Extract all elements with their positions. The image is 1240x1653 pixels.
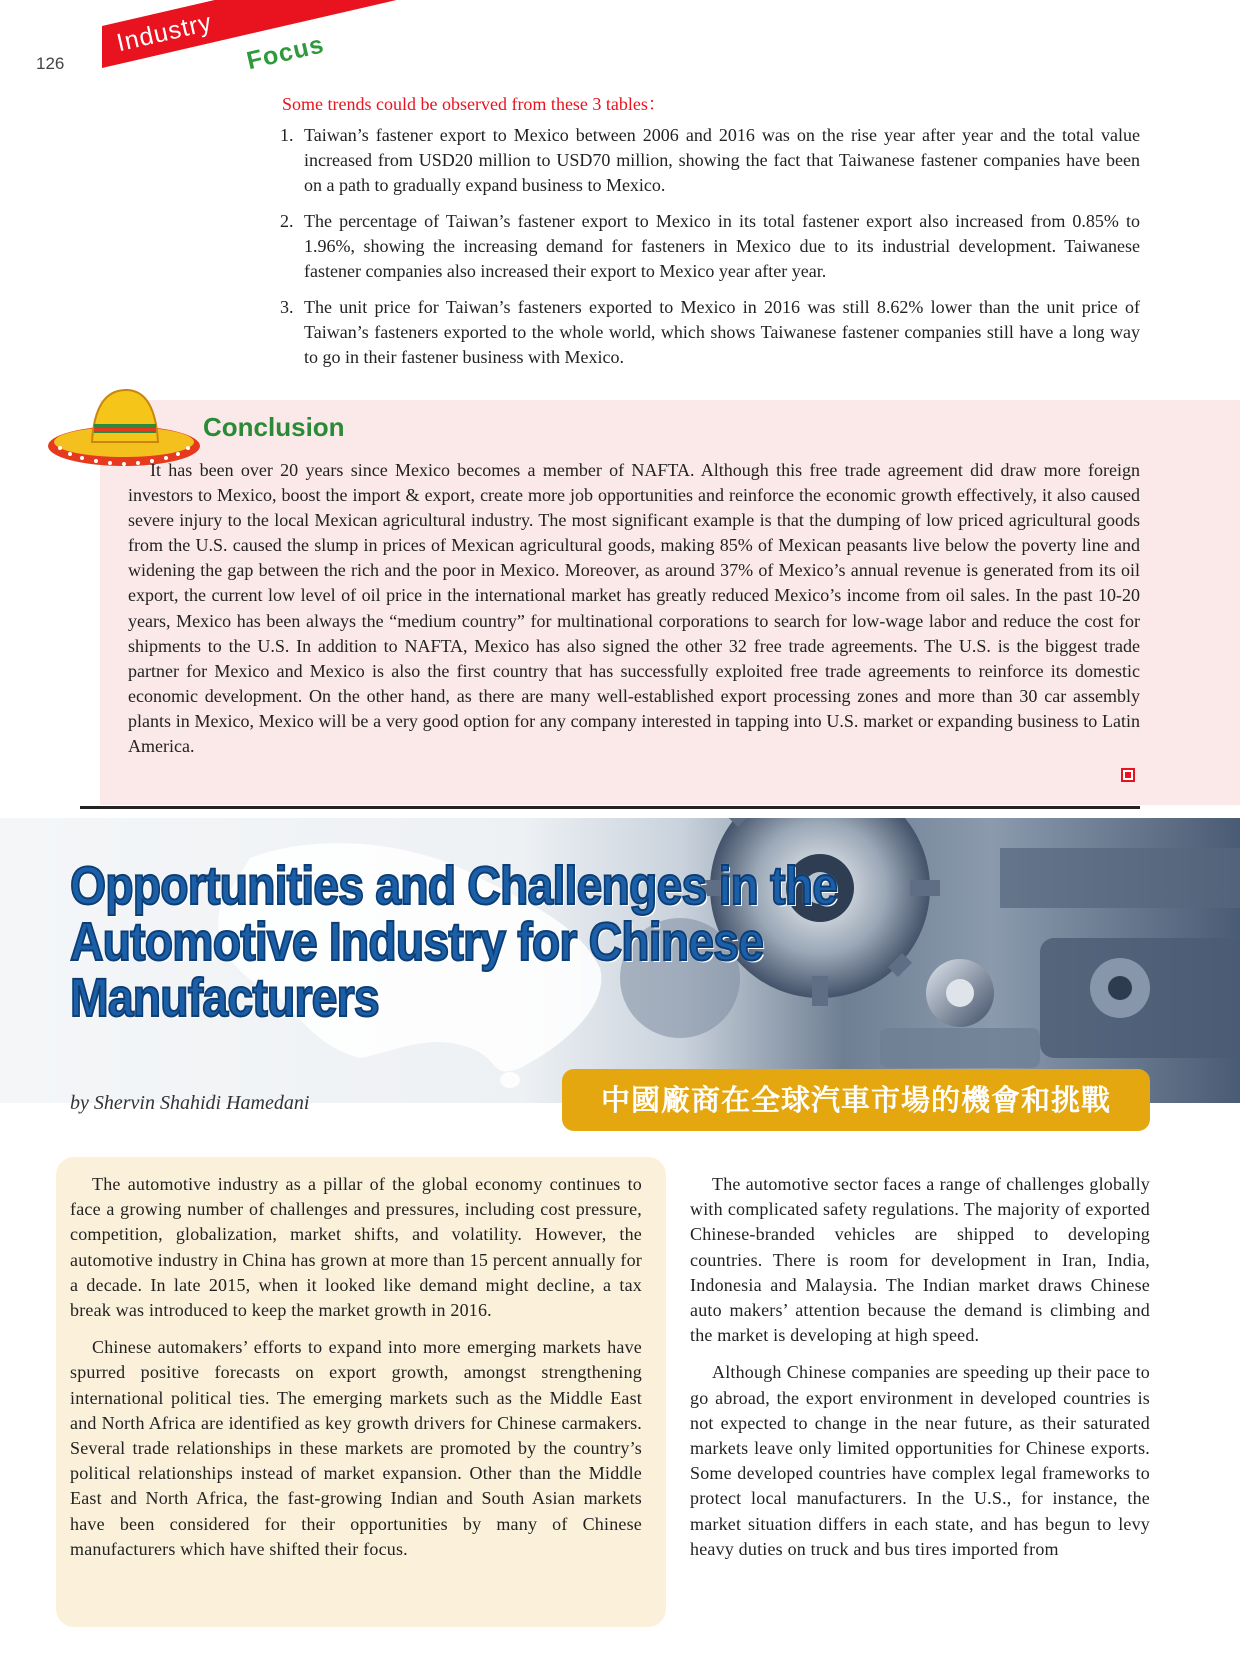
paragraph: The automotive sector faces a range of challenges globally with complicated safety regulations. The majority of exported Chinese-branded vehicles are shipped to developing countries. There is room for development in Iran, India, Indonesia and Malaysia. The Indian market draws Chinese auto makers’ attention because the demand is climbing and the market is developing at high speed. bbox=[690, 1174, 1150, 1346]
paragraph: The automotive industry as a pillar of the global economy continues to face a growing number of challenges and pressures, including cost pressure, competition, globalization, market shifts, and volatility. However, the automotive industry in China has grown at more than 15 percent annually for a decade. In late 2015, when it looked like demand might decline, a tax break was introduced to keep the market growth in 2016. bbox=[70, 1174, 642, 1321]
page-number: 126 bbox=[36, 54, 65, 73]
chinese-title-badge: 中國廠商在全球汽車市場的機會和挑戰 bbox=[562, 1069, 1150, 1131]
trend-number: 3. bbox=[280, 297, 294, 317]
trends-heading: Some trends could be observed from these 3 tables： bbox=[282, 94, 666, 114]
section-label-industry: Industry bbox=[114, 8, 215, 58]
paragraph: Chinese automakers’ efforts to expand into more emerging markets have spurred positive forecasts on export growth, amongst strengthening international political ties. The emerging markets such as the Middle East and North Africa are identified as key growth drivers for Chinese carmakers. Several trade relationships in these markets are promoted by the country’s political relationships instead of market expansion. Other than the Middle East and North Africa, the fast-growing Indian and South Asian markets have been considered for their opportunities by many of Chinese manufacturers which have shifted their focus. bbox=[70, 1337, 642, 1559]
trend-item bbox=[280, 209, 1140, 284]
article-title-line: Opportunities and Challenges in the bbox=[70, 856, 838, 916]
conclusion-text: It has been over 20 years since Mexico becomes a member of NAFTA. Although this free trade agreement did draw more foreign investors to Mexico, boost the import & export, create more job opportunities and reinforce the economic growth effectively, it also caused severe injury to the local Mexican agricultural industry. The most significant example is that the dumping of low priced agricultural goods from the U.S. caused the slump in prices of Mexican agricultural goods, making 85% of Mexican peasants live below the poverty line and widening the gap between the rich and the poor in Mexico. Moreover, as around 37% of Mexico’s annual revenue is generated from its oil export, the current low level of oil price in the international market has greatly reduced Mexico’s income from oil sales. In the past 10-20 years, Mexico has been always the “medium country” for multinational corporations to search for low-wage labor and reduce the cost for shipments to the U.S. In addition to NAFTA, Mexico has also signed the other 32 free trade agreements. The U.S. is the biggest trade partner for Mexico and Mexico is also the first country that has successfully exploited free trade agreements to reinforce its domestic economic development. On the other hand, as there are many well-established export processing zones and more than 30 car assembly plants in Mexico, Mexico will be a very good option for any company interested in tapping into U.S. market or expanding business to Latin America. bbox=[128, 460, 1140, 757]
trend-text: The percentage of Taiwan’s fastener export to Mexico in its total fastener export also increased from 0.85% to 1.96%, showing the increasing demand for fasteners in Mexico due to its industrial development. Taiwanese fastener companies also increased their export to Mexico year after year. bbox=[304, 211, 1140, 281]
article-title bbox=[70, 858, 844, 1026]
article-title-line: Manufacturers bbox=[70, 968, 379, 1028]
trend-text: Taiwan’s fastener export to Mexico between 2006 and 2016 was on the rise year after year and the total value increased from USD20 million to USD70 million, showing the fact that Taiwanese fastener companies have been on a path to gradually expand business to Mexico. bbox=[304, 125, 1140, 195]
section-divider bbox=[80, 806, 1140, 809]
trend-item bbox=[280, 295, 1140, 370]
trend-number: 2. bbox=[280, 211, 294, 231]
section-label-focus: Focus bbox=[244, 30, 327, 76]
paragraph: Although Chinese companies are speeding up their pace to go abroad, the export environment in developed countries is not expected to change in the near future, as their saturated markets leave only limited opportunities for Chinese exports. Some developed countries have complex legal frameworks to protect local manufacturers. In the U.S., for instance, the market situation differs in each state, and has begun to levy heavy duties on truck and bus tires imported from bbox=[690, 1362, 1150, 1559]
article-byline: by Shervin Shahidi Hamedani bbox=[70, 1092, 310, 1114]
right-column bbox=[690, 1172, 1150, 1574]
trend-number: 1. bbox=[280, 125, 294, 145]
end-of-article-icon bbox=[1121, 766, 1135, 784]
left-column bbox=[70, 1172, 642, 1574]
trend-item bbox=[280, 123, 1140, 198]
trends-list bbox=[280, 123, 1140, 381]
conclusion-title: Conclusion bbox=[203, 412, 345, 442]
trend-text: The unit price for Taiwan’s fasteners exported to Mexico in 2016 was still 8.62% lower than the unit price of Taiwan’s fasteners exported to the whole world, which shows Taiwanese fastener companies still have a long way to go in their fastener business with Mexico. bbox=[304, 297, 1140, 367]
article-title-line: Automotive Industry for Chinese bbox=[70, 912, 764, 972]
